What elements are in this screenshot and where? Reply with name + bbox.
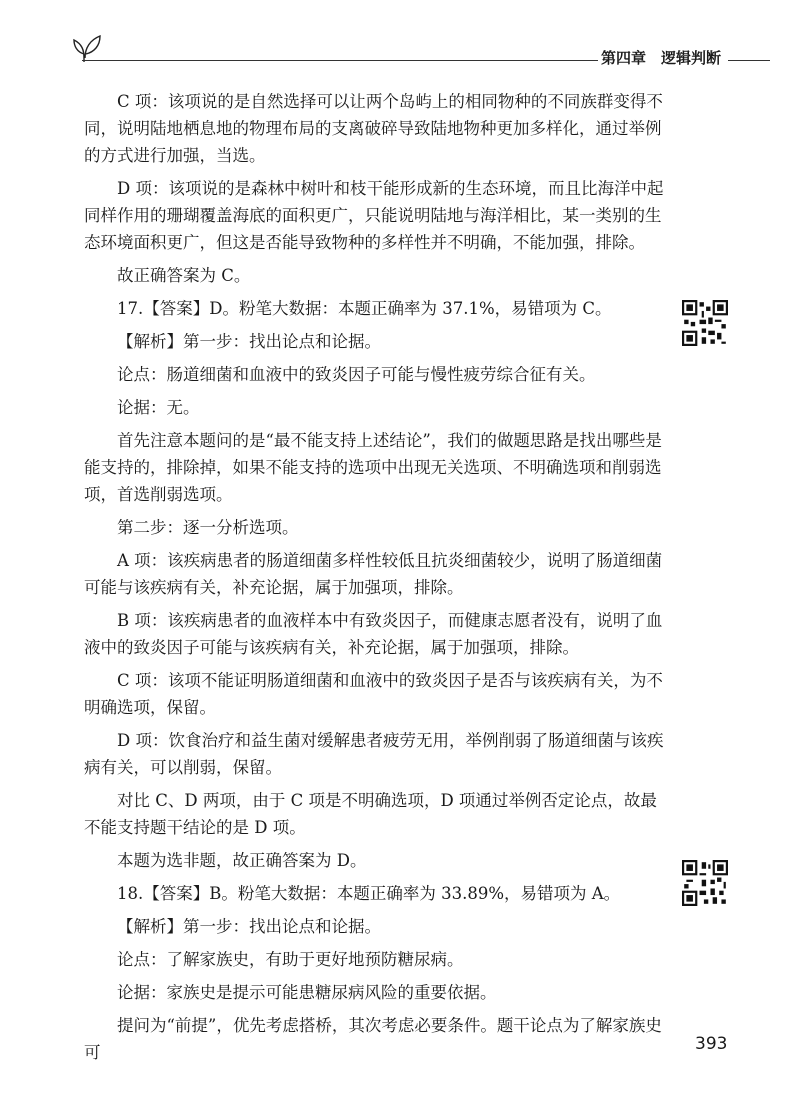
- paragraph: D 项：饮食治疗和益生菌对缓解患者疲劳无用，举例削弱了肠道细菌与该疾病有关，可以削弱，保留。: [84, 731, 664, 777]
- paragraph: D 项：该项说的是森林中树叶和枝干能形成新的生态环境，而且比海洋中起同样作用的珊瑚覆盖海底的面积更广，只能说明陆地与海洋相比，某一类别的生态环境面积更广，但这是否能导致物种的多样性并不明确，不能加强，排除。: [84, 179, 664, 252]
- paragraph: A 项：该疾病患者的肠道细菌多样性较低且抗炎细菌较少，说明了肠道细菌可能与该疾病有关，补充论据，属于加强项，排除。: [84, 551, 663, 597]
- paragraph: 论点：肠道细菌和血液中的致炎因子可能与慢性疲劳综合征有关。: [117, 365, 596, 384]
- analysis-heading: 【解析】第一步：找出论点和论据。: [117, 332, 381, 351]
- paragraph: 提问为“前提”，优先考虑搭桥，其次考虑必要条件。题干论点为了解家族史可: [84, 1016, 662, 1062]
- chapter-label: 第四章 逻辑判断: [601, 49, 722, 67]
- paragraph: 首先注意本题问的是“最不能支持上述结论”，我们的做题思路是找出哪些是能支持的，排除掉，如果不能支持的选项中出现无关选项、不明确选项和削弱选项，首选削弱选项。: [84, 431, 662, 504]
- paragraph: 对比 C、D 两项，由于 C 项是不明确选项，D 项通过举例否定论点，故最不能支持题干结论的是 D 项。: [84, 791, 657, 837]
- page-body: [84, 88, 666, 1066]
- answer-18: 18.【答案】B。粉笔大数据：本题正确率为 33.89%，易错项为 A。: [117, 884, 621, 903]
- header-rule-left: [82, 60, 598, 61]
- answer-17: 17.【答案】D。粉笔大数据：本题正确率为 37.1%，易错项为 C。: [117, 299, 612, 318]
- page-header: [70, 30, 770, 70]
- header-rule-right: [728, 60, 770, 61]
- page-number: 393: [695, 1034, 728, 1054]
- qr-code-icon[interactable]: [682, 860, 728, 906]
- paragraph: 论点：了解家族史，有助于更好地预防糖尿病。: [117, 950, 464, 969]
- qr-code-icon[interactable]: [682, 300, 728, 346]
- analysis-heading: 【解析】第一步：找出论点和论据。: [117, 917, 381, 936]
- paragraph: 论据：无。: [117, 398, 200, 417]
- paragraph: C 项：该项说的是自然选择可以让两个岛屿上的相同物种的不同族群变得不同，说明陆地栖息地的物理布局的支离破碎导致陆地物种更加多样化，通过举例的方式进行加强，当选。: [84, 92, 663, 165]
- paragraph: 故正确答案为 C。: [117, 266, 251, 285]
- paragraph: B 项：该疾病患者的血液样本中有致炎因子，而健康志愿者没有，说明了血液中的致炎因子可能与该疾病有关，补充论据，属于加强项，排除。: [84, 611, 663, 657]
- paragraph: 论据：家族史是提示可能患糖尿病风险的重要依据。: [117, 983, 497, 1002]
- paragraph: C 项：该项不能证明肠道细菌和血液中的致炎因子是否与该疾病有关，为不明确选项，保留。: [84, 671, 663, 717]
- paragraph: 第二步：逐一分析选项。: [117, 518, 299, 537]
- leaf-sprout-icon: [70, 32, 104, 62]
- paragraph: 本题为选非题，故正确答案为 D。: [117, 851, 367, 870]
